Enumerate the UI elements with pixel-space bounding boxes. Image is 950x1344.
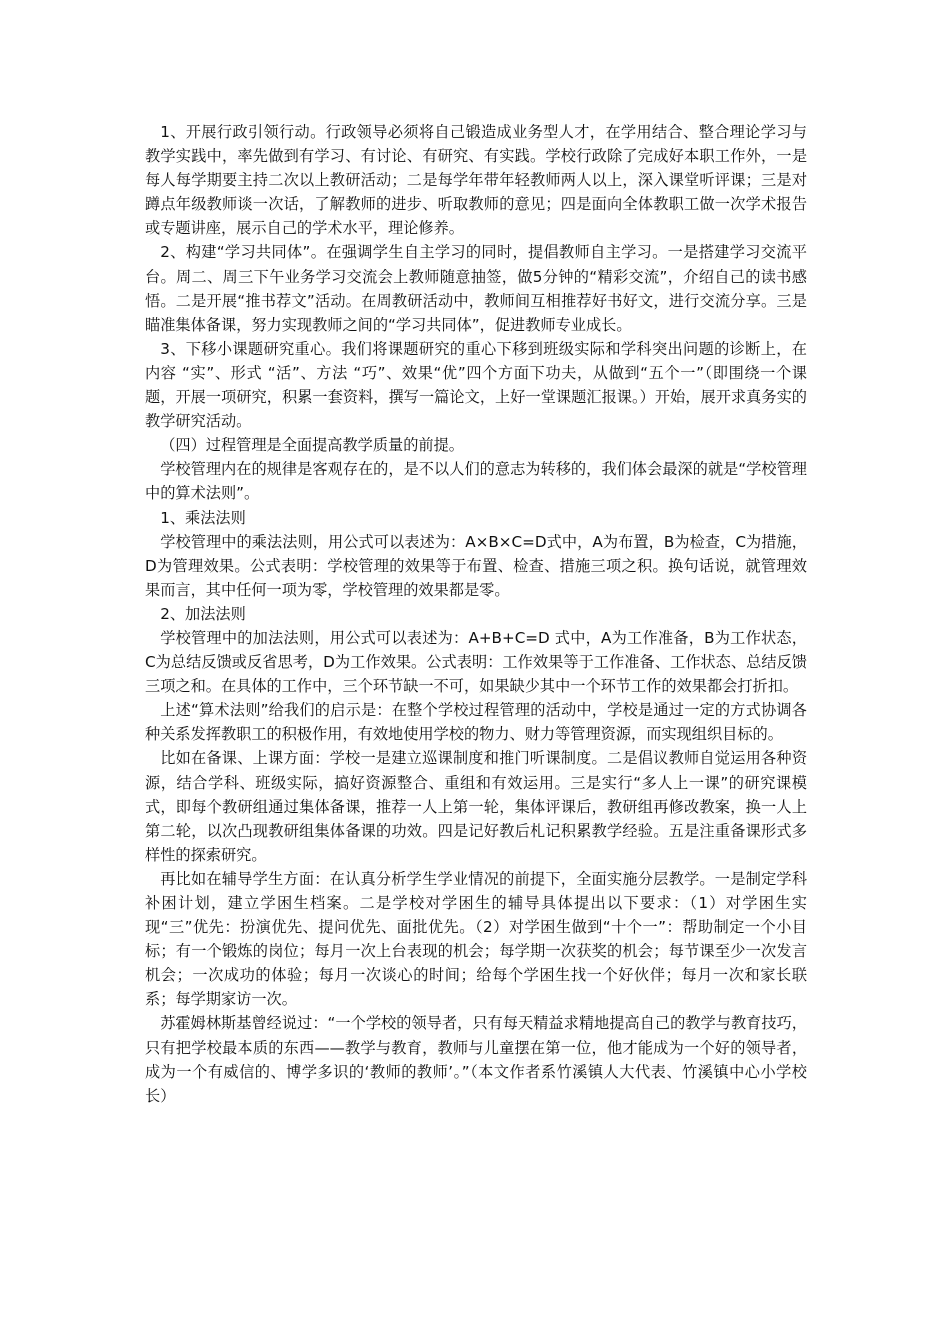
subheading-addition-rule: 2、加法法则 — [160, 604, 246, 623]
paragraph-small-research-projects: 3、下移小课题研究重心。我们将课题研究的重心下移到班级实际和学科突出问题的诊断上，在内容 “实”、形式 “活”、方法 “巧”、效果“优”四个方面下功夫，从做到“五个一”（即围绕一个课题，开展一项研究，积累一套资料，撰写一篇论文，上好一堂课题汇报课。）开始，展开求真务实的教学研究活动。 — [145, 339, 807, 431]
paragraph-management-laws-intro: 学校管理内在的规律是客观存在的，是不以人们的意志为转移的，我们体会最深的就是“学校管理中的算术法则”。 — [145, 460, 807, 503]
paragraph-student-tutoring: 再比如在辅导学生方面：在认真分析学生学业情况的前提下，全面实施分层教学。一是制定学科补困计划，建立学困生档案。二是学校对学困生的辅导具体提出以下要求：（1）对学困生实现“三”优先：扮演优先、提问优先、面批优先。（2）对学困生做到“十个一”：帮助制定一个小目标；有一个锻炼的岗位；每月一次上台表现的机会；每学期一次获奖的机会；每节课至少一次发言机会；一次成功的体验；每月一次谈心的时间；给每个学困生找一个好伙伴；每月一次和家长联系；每学期家访一次。 — [145, 869, 807, 1009]
paragraph-learning-community: 2、构建“学习共同体”。在强调学生自主学习的同时，提倡教师自主学习。一是搭建学习交流平台。周二、周三下午业务学习交流会上教师随意抽签，做5分钟的“精彩交流”，介绍自己的读书感悟。二是开展“推书荐文”活动。在周教研活动中，教师间互相推荐好书好文，进行交流分享。三是瞄准集体备课，努力实现教师之间的“学习共同体”，促进教师专业成长。 — [145, 243, 807, 334]
paragraph-closing-quote: 苏霍姆林斯基曾经说过：“一个学校的领导者，只有每天精益求精地提高自己的教学与教育技巧，只有把学校最本质的东西——教学与教育，教师与儿童摆在第一位，他才能成为一个好的领导者，成为一个有威信的、博学多识的‘教师的教师’。”（本文作者系竹溪镇人大代表、竹溪镇中心小学校长） — [145, 1014, 807, 1105]
subheading-multiplication-rule: 1、乘法法则 — [160, 508, 246, 527]
paragraph-administrative-leadership: 1、开展行政引领行动。行政领导必须将自己锻造成业务型人才，在学用结合、整合理论学习与教学实践中，率先做到有学习、有讨论、有研究、有实践。学校行政除了完成好本职工作外，一是每人每学期要主持二次以上教研活动；二是每学年带年轻教师两人以上，深入课堂听评课；三是对蹲点年级教师谈一次话，了解教师的进步、听取教师的意见；四是面向全体教职工做一次学术报告或专题讲座，展示自己的学术水平，理论修养。 — [145, 123, 807, 238]
paragraph-addition-rule: 学校管理中的加法法则，用公式可以表述为：A+B+C=D 式中，A为工作准备，B为工作状态，C为总结反馈或反省思考，D为工作效果。公式表明：工作效果等于工作准备、工作状态、总结反馈三项之和。在具体的工作中，三个环节缺一不可，如果缺少其中一个环节工作的效果都会打折扣。 — [145, 628, 807, 696]
paragraph-arithmetic-rules-insight: 上述“算术法则”给我们的启示是：在整个学校过程管理的活动中，学校是通过一定的方式协调各种关系发挥教职工的积极作用，有效地使用学校的物力、财力等管理资源，而实现组织目标的。 — [145, 701, 807, 744]
paragraph-multiplication-rule: 学校管理中的乘法法则，用公式可以表述为：A×B×C=D式中，A为布置，B为检查，C为措施，D为管理效果。公式表明：学校管理的效果等于布置、检查、措施三项之积。换句话说，就管理效果而言，其中任何一项为零，学校管理的效果都是零。 — [145, 532, 807, 599]
paragraph-lesson-preparation: 比如在备课、上课方面：学校一是建立巡课制度和推门听课制度。二是倡议教师自觉运用各种资源，结合学科、班级实际，搞好资源整合、重组和有效运用。三是实行“多人上一课”的研究课模式，即每个教研组通过集体备课，推荐一人上第一轮，集体评课后，教研组再修改教案，换一人上第二轮，以次凸现教研组集体备课的功效。四是记好教后札记积累教学经验。五是注重备课形式多样性的探索研究。 — [145, 749, 807, 864]
document-body — [145, 120, 807, 1108]
section-heading-process-management: （四）过程管理是全面提高教学质量的前提。 — [160, 436, 464, 455]
